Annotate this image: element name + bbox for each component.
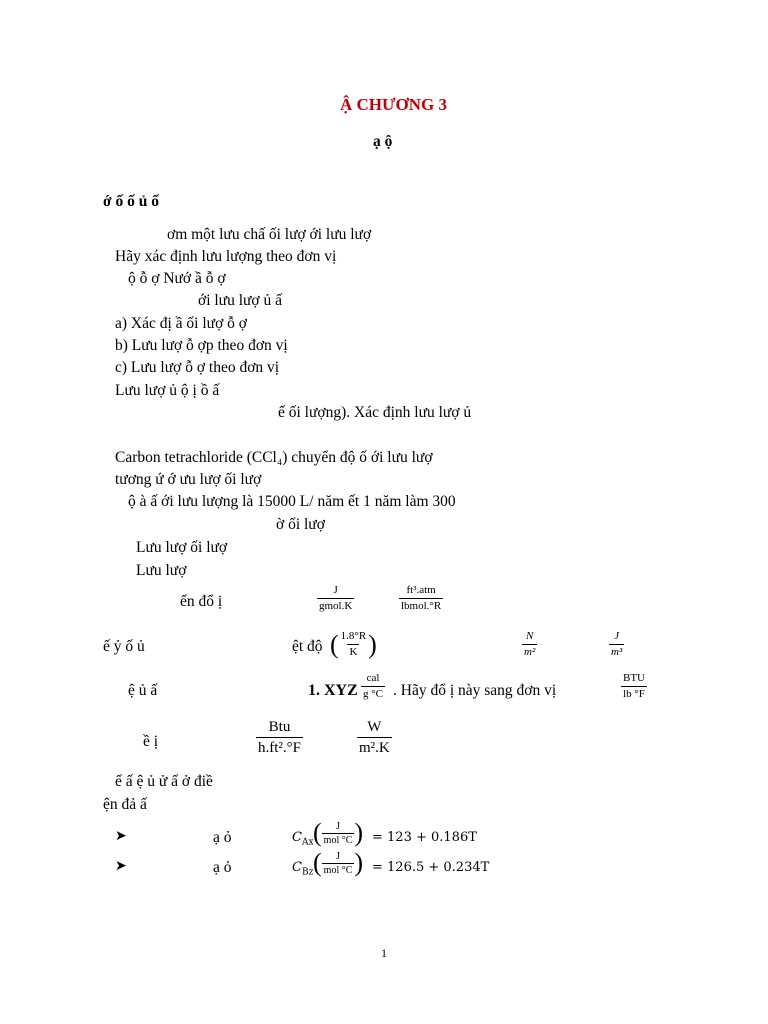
equation-cp-bz: $C_{Bz}$ — [292, 860, 314, 878]
text-line-20: ế ấ ệ ủ ử ấ ở điề — [115, 773, 213, 790]
text-line-5: a) Xác đị ầ ối lượ ỗ ợ — [115, 315, 247, 332]
fraction-j-gmol-k: J gmol.K — [319, 584, 353, 612]
fraction-n-m2: $\frac{N}{\text{m²}}$ — [524, 630, 536, 658]
page-number: 1 — [381, 946, 387, 960]
text-line-19: ề ị — [143, 733, 159, 750]
text-line-10: Carbon tetrachloride (CCl₄) chuyển độ ố ới lưu lượ — [115, 449, 433, 466]
arrow-bullet-icon: ➤ — [115, 829, 127, 844]
text-line-17: ế ỷ ố ủ — [103, 638, 145, 655]
fraction-btu-lb-f: BTU lb °F — [623, 672, 645, 700]
fraction-w-m2k: $\frac{W}{\text{m².K}}$ — [359, 719, 390, 756]
text-line-6: b) Lưu lượ ỗ ợp theo đơn vị — [115, 337, 288, 354]
fraction-ft3atm-lbmol-r: ft³.atm lbmol.°R — [401, 584, 442, 612]
text-line-16: ển đổ ị — [180, 593, 223, 610]
equation-ax-rhs: = 123 + 0.186T — [372, 830, 477, 845]
bullet-2-text: ạ ỏ — [213, 859, 232, 876]
text-line-12: ộ à ấ ới lưu lượng là 15000 L/ năm ết 1 năm làm 300 — [128, 493, 456, 510]
equation-cp-ax: $C_{Ax}$ — [292, 830, 314, 848]
arrow-bullet-icon: ➤ — [115, 859, 127, 874]
text-line-15: Lưu lượ — [136, 562, 187, 579]
fraction-1-8r-k: $\frac{1.8^\circ R}{K}$ — [340, 630, 367, 658]
text-line-17b: ệt độ — [292, 638, 323, 655]
text-line-3: ộ ỗ ợ Nướ ầ ỗ ợ — [128, 270, 226, 287]
text-line-18c: . Hãy đổ ị này sang đơn vị — [393, 682, 557, 699]
text-line-13: ờ ối lượ — [276, 516, 325, 533]
text-line-18a: ệ ủ ấ — [128, 682, 158, 699]
fraction-j-m3: $\frac{J}{\text{m³}}$ — [611, 630, 623, 658]
text-line-4: ới lưu lượ ủ ấ — [198, 292, 282, 309]
text-line-21: ện đả ấ — [103, 796, 147, 813]
text-line-1: ơm một lưu chấ ối lượ ới lưu lượ — [167, 226, 372, 243]
text-line-2: Hãy xác định lưu lượng theo đơn vị — [115, 248, 337, 265]
paren-group-ax: ( $\frac{J}{\text{mol °C}}$ ) — [313, 818, 364, 847]
bullet-1-text: ạ ỏ — [213, 829, 232, 846]
text-line-9: ế ối lượng). Xác định lưu lượ ủ — [278, 404, 472, 421]
equation-bz-rhs: = 126.5 + 0.234T — [372, 860, 490, 875]
text-line-18b: 1. XYZ — [308, 682, 358, 699]
chapter-subtitle: ạ ộ — [373, 133, 393, 150]
fraction-j-mol-c-2: $\frac{J}{\text{mol °C}}$ — [323, 850, 353, 876]
paren-group-bz: ( $\frac{J}{\text{mol °C}}$ ) — [313, 848, 364, 877]
chapter-title: Ậ CHƯƠNG 3 — [340, 95, 448, 114]
text-line-11: tương ứ ớ ưu lượ ối lượ — [115, 471, 262, 488]
paren-group-temperature: ( $\frac{1.8^\circ R}{K}$ ) — [330, 629, 377, 659]
text-line-7: c) Lưu lượ ỗ ợ theo đơn vị — [115, 359, 280, 376]
fraction-btu-hft2-f: Btu h.ft².°F — [258, 719, 302, 756]
text-line-8: Lưu lượ ủ ộ ị ồ ấ — [115, 382, 220, 399]
fraction-cal-g-c: cal g °C — [363, 672, 383, 700]
fraction-j-mol-c-1: $\frac{J}{\text{mol °C}}$ — [323, 820, 353, 846]
text-line-14: Lưu lượ ối lượ — [136, 539, 228, 556]
section-heading: ớ ố ố ủ ố — [103, 193, 159, 210]
